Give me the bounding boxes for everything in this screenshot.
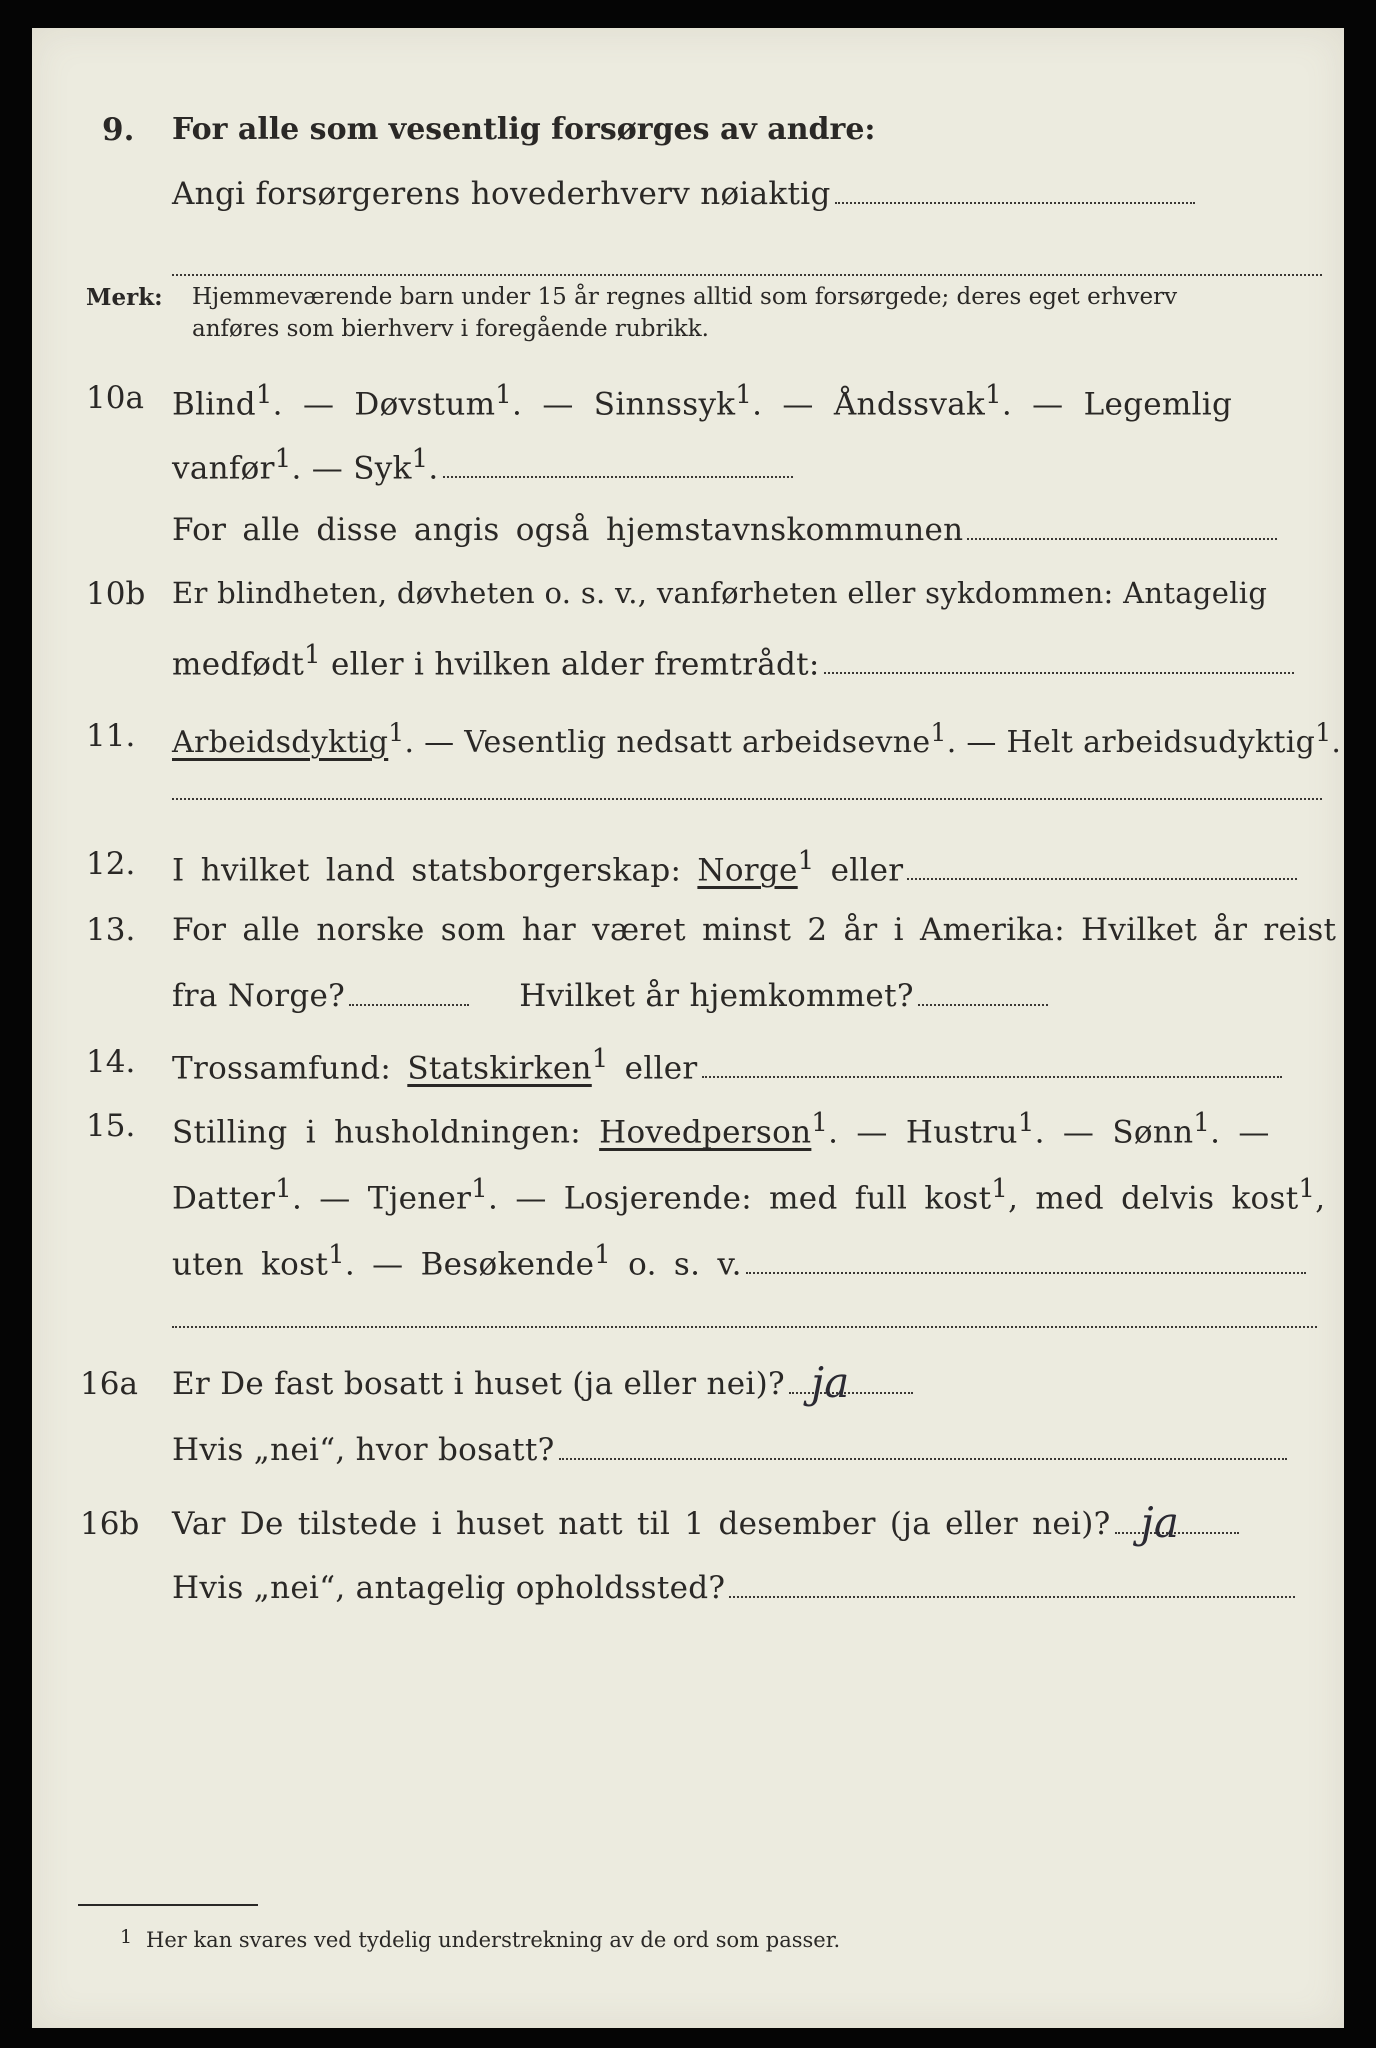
q13-reist-line[interactable] xyxy=(349,1004,469,1006)
fn-ref: 1 xyxy=(304,640,321,670)
fn-ref: 1 xyxy=(1193,1108,1211,1138)
census-form-page xyxy=(32,28,1344,2028)
q16b-opholdssted-text: Hvis „nei“, antagelig opholdssted? xyxy=(172,1570,726,1606)
q10b-line2 xyxy=(172,640,1294,682)
opt-legemlig[interactable]: . — Legemlig xyxy=(1001,386,1233,423)
q16a-handwritten-answer: ja xyxy=(810,1358,850,1407)
fn-ref: 1 xyxy=(274,444,292,474)
fn-ref: 1 xyxy=(591,1044,609,1074)
q9-question xyxy=(172,176,1195,212)
q9-question-text: Angi forsørgerens hovederhverv nøiaktig xyxy=(172,176,831,212)
q12-number: 12. xyxy=(86,846,136,882)
footnote-text: Her kan svares ved tydelig understrekning av de ord som passer. xyxy=(146,1928,841,1952)
q10b-number: 10b xyxy=(86,576,146,612)
fn-ref: 1 xyxy=(797,846,815,876)
q15-dash: . — xyxy=(1210,1114,1270,1151)
opt-norge[interactable]: Norge xyxy=(697,852,798,889)
q16b-handwritten-answer: ja xyxy=(1140,1498,1180,1547)
q9-answer-line-2[interactable] xyxy=(172,274,1322,276)
merk-label: Merk: xyxy=(86,284,163,311)
fn-ref: 1 xyxy=(811,1108,829,1138)
fn-ref: 1 xyxy=(991,1174,1009,1204)
opt-tjener[interactable]: . — Tjener xyxy=(291,1180,472,1217)
q16b-line1 xyxy=(172,1498,1239,1547)
q15-osv: o. s. v. xyxy=(611,1246,742,1283)
fn-ref: 1 xyxy=(471,1174,489,1204)
opt-sonn[interactable]: . — Sønn xyxy=(1034,1114,1194,1151)
q13-line1: For alle norske som har været minst 2 år i Amerika: Hvilket år reist xyxy=(172,912,1337,948)
q10a-line3 xyxy=(172,512,1277,548)
q13-number: 13. xyxy=(86,912,136,948)
q15-answer-line[interactable] xyxy=(746,1272,1306,1274)
opt-medfodt[interactable]: medfødt xyxy=(172,646,305,683)
q16b-number: 16b xyxy=(80,1506,140,1542)
q14-text: Trossamfund: xyxy=(172,1050,392,1087)
fn-ref: 1 xyxy=(328,1240,345,1270)
q10b-answer-line[interactable] xyxy=(824,672,1294,674)
fn-ref: 1 xyxy=(255,380,273,410)
q15-line2 xyxy=(172,1174,1325,1216)
fn-ref: 1 xyxy=(495,380,513,410)
q12-text: I hvilket land statsborgerskap: xyxy=(172,852,682,889)
q12-eller: eller xyxy=(814,852,904,889)
q16a-number: 16a xyxy=(80,1366,138,1402)
q9-heading: For alle som vesentlig forsørges av andre: xyxy=(172,112,876,147)
q14-eller: eller xyxy=(608,1050,698,1087)
q11-line xyxy=(172,718,1341,760)
opt-nedsatt[interactable]: . — Vesentlig nedsatt arbeidsevne xyxy=(404,725,931,760)
q16b-line2 xyxy=(172,1570,1295,1606)
q10a-period: . xyxy=(428,450,439,487)
q15-text: Stilling i husholdningen: xyxy=(172,1114,581,1151)
q10b-alder-text: eller i hvilken alder fremtrådt: xyxy=(320,646,820,683)
merk-line2: anføres som bierhverv i foregående rubrikk. xyxy=(192,316,709,342)
fn-ref: 1 xyxy=(411,444,429,474)
fn-ref: 1 xyxy=(1315,718,1332,747)
q11-answer-line[interactable] xyxy=(172,798,1322,800)
opt-hovedperson[interactable]: Hovedperson xyxy=(599,1114,812,1151)
footnote-rule xyxy=(78,1904,258,1906)
q9-answer-line[interactable] xyxy=(835,202,1195,204)
q14-answer-line[interactable] xyxy=(702,1076,1282,1078)
q15-answer-line-2[interactable] xyxy=(172,1326,1317,1328)
fn-ref: 1 xyxy=(388,718,405,747)
opt-syk[interactable]: . — Syk xyxy=(291,450,412,487)
opt-vanfor[interactable]: vanfør xyxy=(172,450,275,487)
q16a-question: Er De fast bosatt i huset (ja eller nei)? xyxy=(172,1366,785,1402)
opt-hustru[interactable]: . — Hustru xyxy=(828,1114,1018,1151)
q15-line1 xyxy=(172,1108,1270,1150)
q15-line3 xyxy=(172,1240,1306,1282)
q11-number: 11. xyxy=(86,718,136,754)
opt-andssvak[interactable]: . — Åndssvak xyxy=(752,386,986,423)
q16b-question: Var De tilstede i huset natt til 1 desember (ja eller nei)? xyxy=(172,1506,1111,1542)
q10a-number: 10a xyxy=(86,380,144,416)
fn-ref: 1 xyxy=(594,1240,612,1270)
opt-delvis-kost[interactable]: , med delvis kost xyxy=(1008,1180,1299,1217)
q12-answer-line[interactable] xyxy=(907,878,1297,880)
fn-ref: 1 xyxy=(735,380,753,410)
opt-uten-kost[interactable]: uten kost xyxy=(172,1246,329,1283)
opt-udyktig[interactable]: . — Helt arbeidsudyktig xyxy=(946,725,1316,760)
q15-number: 15. xyxy=(86,1108,136,1144)
opt-statskirken[interactable]: Statskirken xyxy=(407,1050,592,1087)
opt-sinnssyk[interactable]: . — Sinnssyk xyxy=(512,386,736,423)
opt-dovstum[interactable]: . — Døvstum xyxy=(272,386,496,423)
q13-line2 xyxy=(172,978,1048,1014)
opt-datter[interactable]: Datter xyxy=(172,1180,276,1217)
q14-number: 14. xyxy=(86,1044,136,1080)
q16a-line2 xyxy=(172,1432,1287,1468)
fn-ref: 1 xyxy=(275,1174,292,1204)
fn-ref: 1 xyxy=(1017,1108,1035,1138)
q15-comma: , xyxy=(1315,1180,1326,1217)
q10a-line2 xyxy=(172,444,793,486)
q13-hjemkommet-text: Hvilket år hjemkommet? xyxy=(519,978,914,1014)
fn-ref: 1 xyxy=(930,718,947,747)
q16b-answer-field[interactable] xyxy=(1115,1498,1239,1547)
opt-full-kost[interactable]: . — Losjerende: med full kost xyxy=(488,1180,992,1217)
opt-blind[interactable]: Blind xyxy=(172,386,256,423)
merk-line1: Hjemmeværende barn under 15 år regnes alltid som forsørgede; deres eget erhverv xyxy=(192,284,1178,310)
q13-hjemkommet-line[interactable] xyxy=(918,1004,1048,1006)
q12-line xyxy=(172,846,1297,888)
q10b-line1: Er blindheten, døvheten o. s. v., vanførheten eller sykdommen: Antagelig xyxy=(172,576,1268,610)
fn-ref: 1 xyxy=(985,380,1002,410)
q11-period: . xyxy=(1331,725,1342,760)
opt-arbeidsdyktig[interactable]: Arbeidsdyktig xyxy=(172,725,389,760)
q16a-answer-field[interactable] xyxy=(789,1358,913,1407)
q14-line xyxy=(172,1044,1282,1086)
q16b-opholdssted-line[interactable] xyxy=(729,1596,1295,1598)
q10a-line1 xyxy=(172,380,1232,422)
footnote-mark: 1 xyxy=(120,1926,133,1948)
q10a-hjemstavn-text: For alle disse angis også hjemstavnskommunen xyxy=(172,512,964,548)
q10a-hjemstavn-line[interactable] xyxy=(967,538,1277,540)
fn-ref: 1 xyxy=(1298,1174,1316,1204)
q13-reist-text: fra Norge? xyxy=(172,978,346,1014)
q16a-bosatt-text: Hvis „nei“, hvor bosatt? xyxy=(172,1432,555,1468)
q16a-bosatt-line[interactable] xyxy=(559,1458,1287,1460)
q16a-line1 xyxy=(172,1358,913,1407)
q9-number: 9. xyxy=(102,112,135,148)
opt-besokende[interactable]: . — Besøkende xyxy=(344,1246,595,1283)
q10a-answer-line[interactable] xyxy=(443,476,793,478)
